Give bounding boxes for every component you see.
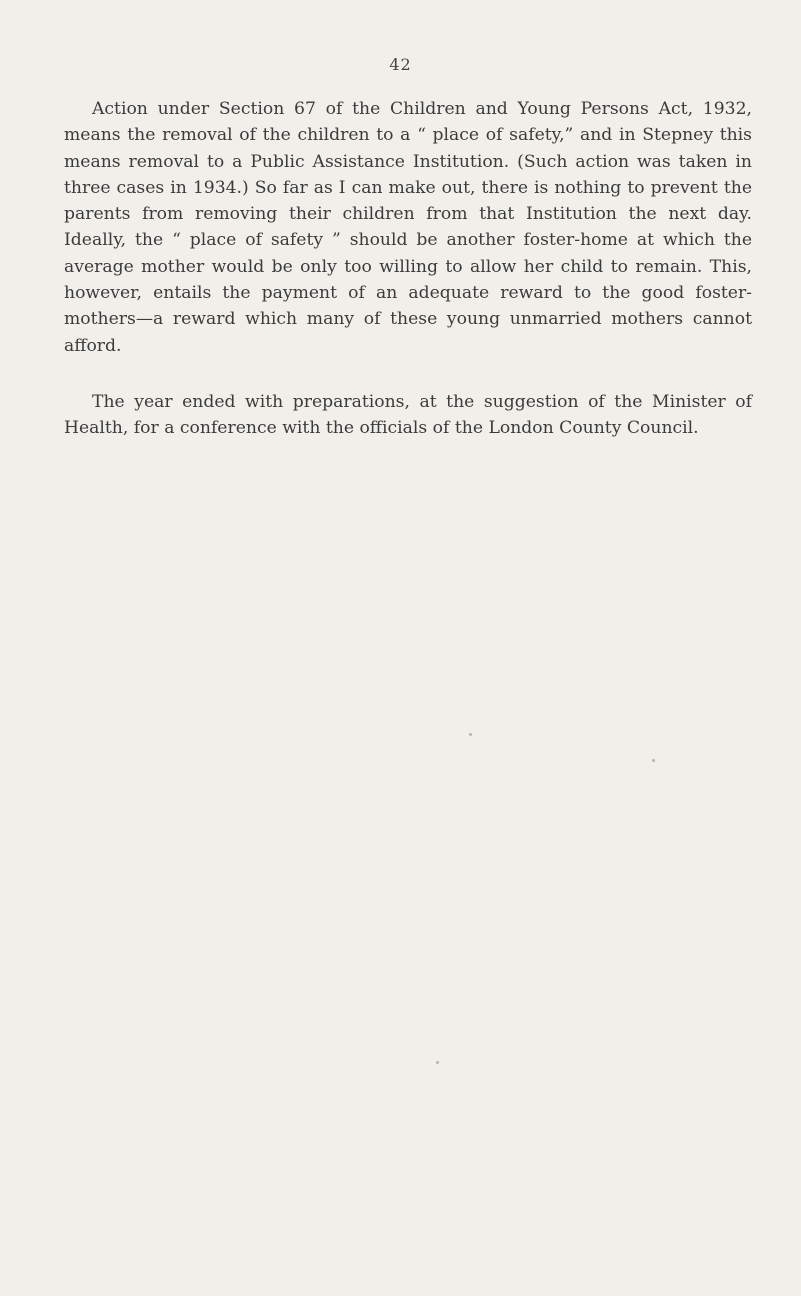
page-number: 42	[389, 55, 412, 74]
paper-speck	[436, 1061, 439, 1064]
body-paragraph-1	[64, 96, 752, 359]
body-paragraph-2	[64, 389, 752, 442]
paragraph-text: Action under Section 67 of the Children and Young Persons Act, 1932, means the removal of the children to a “ place of safety,” and in Stepney this means removal to a Public Assistance Institution. (Such action was taken in three cases in 1934.) So far as I can make out, there is nothing to prevent the parents from removing their children from that Institution the next day. Ideally, the “ place of safety ” should be another foster-home at which the average mother would be only too willing to allow her child to remain. This, however, entails the payment of an adequate reward to the good foster-mothers—a reward which many of these young unmarried mothers cannot afford.	[64, 99, 752, 356]
paper-speck	[469, 733, 472, 736]
paper-speck	[652, 759, 655, 762]
paragraph-text: The year ended with preparations, at the suggestion of the Minister of Health, for a conference with the officials of the London County Council.	[64, 392, 752, 439]
